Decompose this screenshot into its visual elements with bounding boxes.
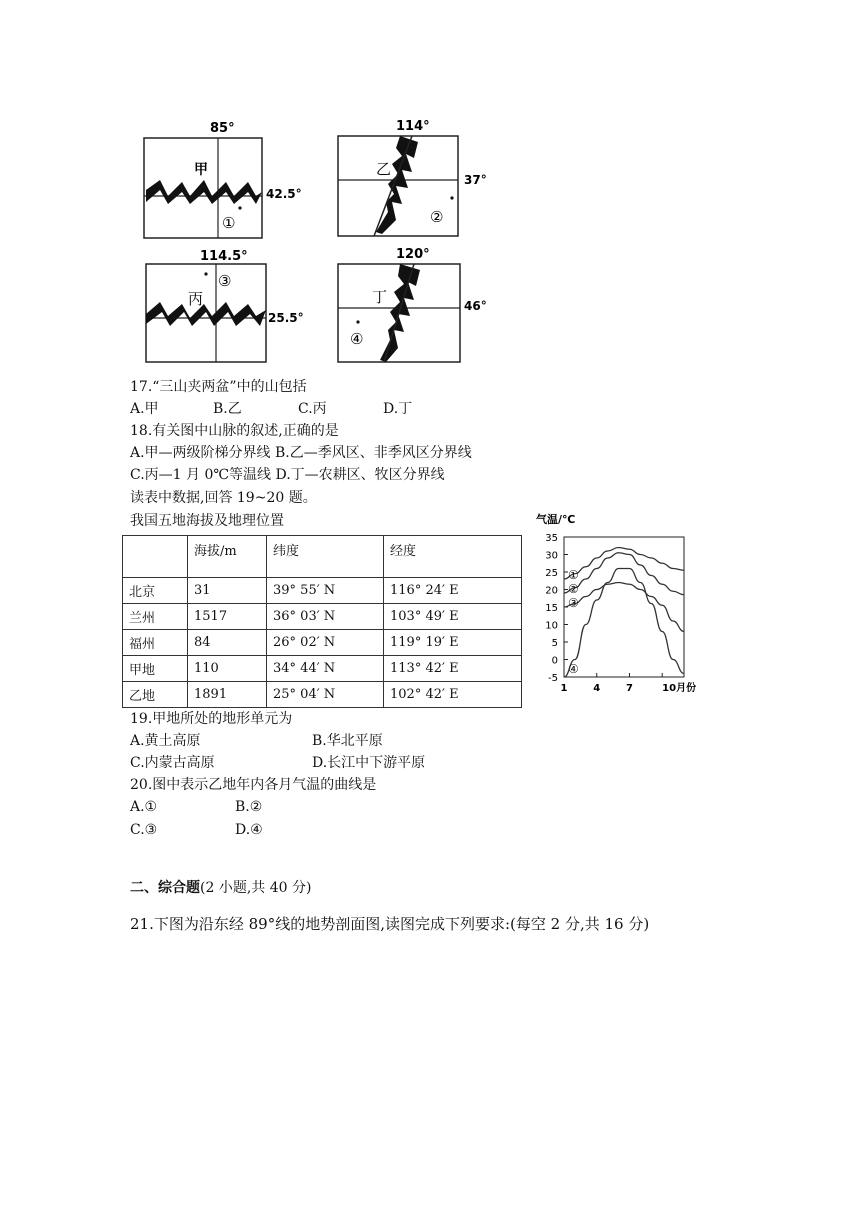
q17-option-b: B.乙: [213, 401, 242, 417]
table-cell: 乙地: [123, 682, 188, 708]
point-label-4: ④: [350, 330, 364, 348]
point-label-1: ①: [222, 214, 236, 232]
table-cell: 39° 55′ N: [267, 578, 384, 604]
q20-option-a: A.①: [130, 799, 158, 815]
table-cell: 福州: [123, 630, 188, 656]
map-ding: [338, 247, 487, 362]
y-tick-label: 0: [551, 655, 558, 667]
point-dot-2: [450, 196, 453, 199]
mountain-maps-figure: [130, 112, 510, 374]
point-label-3: ③: [218, 272, 232, 290]
series-line: [564, 569, 684, 678]
q20-option-d: D.④: [235, 822, 263, 838]
lat-label-yi: 37°: [464, 173, 487, 187]
x-tick-label: 1: [560, 683, 568, 694]
series-line: [564, 583, 684, 632]
series-label: ②: [568, 582, 579, 596]
table-cell: 36° 03′ N: [267, 604, 384, 630]
table-cell: 25° 04′ N: [267, 682, 384, 708]
region-name-jia: 甲: [194, 162, 208, 178]
point-dot-3: [204, 272, 207, 275]
table-cell: 北京: [123, 578, 188, 604]
x-tick-label: 7: [625, 683, 633, 694]
table-cell: 113° 42′ E: [384, 656, 522, 682]
geo-table: [122, 535, 522, 708]
reading-intro: 读表中数据,回答 19~20 题。: [130, 490, 317, 506]
lat-label-ding: 46°: [464, 299, 487, 313]
q19-stem: 19.甲地所处的地形单元为: [130, 711, 293, 727]
region-name-bing: 丙: [188, 290, 204, 308]
y-tick-label: -5: [548, 673, 558, 684]
lat-label-jia: 42.5°: [266, 187, 302, 201]
y-tick-label: 30: [545, 550, 558, 562]
series-line: [564, 553, 684, 595]
temperature-chart: [530, 505, 700, 715]
point-label-2: ②: [430, 208, 444, 226]
table-header-cell: [123, 536, 188, 578]
map-yi: [338, 119, 487, 236]
point-dot-1: [238, 206, 241, 209]
table-header-cell: 海拔/m: [188, 536, 267, 578]
mountain-range-jia: [146, 180, 262, 204]
q17-option-c: C.丙: [298, 401, 327, 417]
table-cell: 1891: [188, 682, 267, 708]
table-row: [123, 630, 522, 656]
q20-stem: 20.图中表示乙地年内各月气温的曲线是: [130, 777, 377, 793]
table-cell: 110: [188, 656, 267, 682]
region-name-ding: 丁: [372, 288, 388, 306]
q19-option-a: A.黄土高原: [130, 733, 201, 749]
q19-option-b: B.华北平原: [312, 733, 383, 749]
section-2-note: (2 小题,共 40 分): [200, 880, 312, 896]
lat-label-bing: 25.5°: [268, 311, 304, 325]
series-line: [564, 548, 684, 580]
table-cell: 26° 02′ N: [267, 630, 384, 656]
table-cell: 102° 42′ E: [384, 682, 522, 708]
q20-option-b: B.②: [235, 799, 263, 815]
q19-option-d: D.长江中下游平原: [312, 755, 426, 771]
x-tick-label: 4: [593, 683, 601, 694]
table-cell: 甲地: [123, 656, 188, 682]
point-dot-4: [356, 320, 359, 323]
plot-frame: [564, 537, 684, 677]
table-row: [123, 656, 522, 682]
series-label: ③: [568, 596, 579, 610]
series-label: ①: [568, 568, 579, 582]
q18-stem: 18.有关图中山脉的叙述,正确的是: [130, 423, 339, 439]
table-cell: 34° 44′ N: [267, 656, 384, 682]
q17-option-d: D.丁: [383, 401, 413, 417]
lon-label-yi: 114°: [396, 119, 430, 134]
table-cell: 31: [188, 578, 267, 604]
y-tick-label: 5: [551, 638, 558, 649]
table-cell: 兰州: [123, 604, 188, 630]
table-header-row: [123, 536, 522, 578]
table-title: 我国五地海拔及地理位置: [130, 513, 284, 529]
mountain-range-ding: [380, 264, 420, 362]
q18-options-ab: A.甲—两级阶梯分界线 B.乙—季风区、非季风区分界线: [130, 445, 472, 461]
table-cell: 84: [188, 630, 267, 656]
table-cell: 119° 19′ E: [384, 630, 522, 656]
y-axis-title: 气温/℃: [536, 513, 576, 526]
y-tick-label: 35: [545, 533, 558, 544]
section-2-title: 二、综合题: [130, 880, 200, 896]
y-tick-label: 10: [545, 620, 558, 632]
q19-option-c: C.内蒙古高原: [130, 755, 215, 771]
table-cell: 103° 49′ E: [384, 604, 522, 630]
lon-label-jia: 85°: [210, 121, 235, 136]
mountain-range-bing: [146, 302, 266, 326]
map-bing: [146, 249, 304, 362]
q20-option-c: C.③: [130, 822, 158, 838]
x-tick-label: 10月份: [662, 683, 697, 694]
q21-stem: 21.下图为沿东经 89°线的地势剖面图,读图完成下列要求:(每空 2 分,共 16 分): [130, 915, 650, 933]
lon-label-ding: 120°: [396, 247, 430, 262]
table-row: [123, 604, 522, 630]
q17-stem: 17.“三山夹两盆”中的山包括: [130, 379, 307, 395]
table-row: [123, 682, 522, 708]
y-tick-label: 25: [545, 568, 558, 579]
section-2-heading: [130, 878, 311, 898]
series-label: ④: [568, 662, 579, 676]
q17-option-a: A.甲: [130, 401, 159, 417]
mountain-range-yi: [376, 136, 418, 234]
map-jia: [144, 121, 302, 238]
y-tick-label: 20: [545, 585, 558, 597]
table-header-cell: 经度: [384, 536, 522, 578]
table-row: [123, 578, 522, 604]
lon-label-bing: 114.5°: [200, 249, 248, 264]
region-name-yi: 乙: [376, 160, 392, 178]
table-cell: 1517: [188, 604, 267, 630]
q18-options-cd: C.丙—1 月 0℃等温线 D.丁—农耕区、牧区分界线: [130, 467, 445, 483]
table-cell: 116° 24′ E: [384, 578, 522, 604]
y-tick-label: 15: [545, 603, 558, 614]
table-header-cell: 纬度: [267, 536, 384, 578]
